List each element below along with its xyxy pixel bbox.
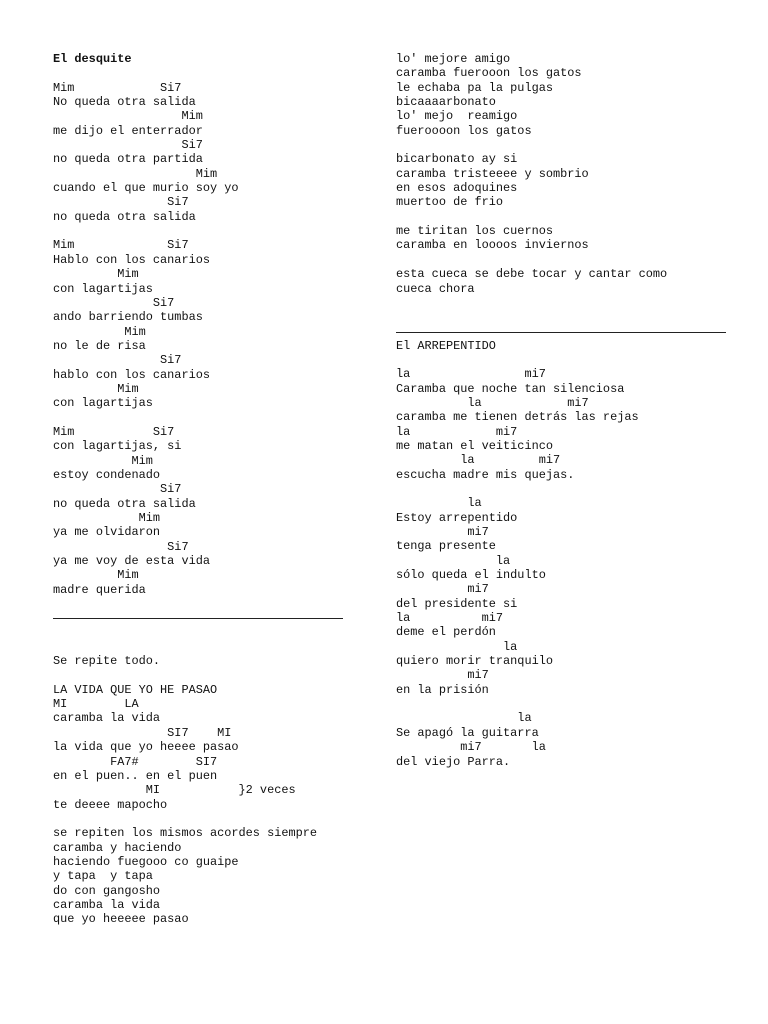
chord-line: la [396,496,482,511]
lyric-line: do con gangosho [53,883,161,898]
chord-line: Si7 [53,482,182,497]
chord-line: Mim [53,511,161,525]
blank-line [53,411,343,425]
chord-line: Mim Si7 [53,80,182,95]
section-divider [53,618,343,619]
lyric-line: LA VIDA QUE YO HE PASAO [53,682,218,697]
chord-line: la mi7 [396,611,504,626]
lyric-line: Caramba que noche tan silenciosa [396,381,625,396]
lyric-line: caramba fuerooon los gatos [396,66,582,81]
lyric-line: no queda otra salida [53,209,196,224]
blank-line [396,482,726,496]
lyric-line: deme el perdón [396,625,496,640]
chord-line: Si7 [53,138,203,153]
lyric-line: caramba en loooos inviernos [396,238,589,253]
lyric-line: no queda otra salida [53,496,196,511]
lyric-line: con lagartijas, si [53,439,182,454]
lyric-line: con lagartijas [53,281,153,296]
lyric-line: en esos adoquines [396,181,518,196]
lyric-line: con lagartijas [53,396,153,411]
lyric-line: caramba me tienen detrás las rejas [396,410,639,425]
blank-line [396,353,726,367]
chord-line: Mim [53,324,146,339]
lyric-line: haciendo fuegooo co guaipe [53,854,239,869]
chord-line: FA7# SI7 [53,754,218,769]
chord-line: mi7 la [396,740,546,755]
chord-line: Mim Si7 [53,424,175,439]
blank-line [53,668,343,682]
lyric-line: quiero morir tranquilo [396,654,553,669]
chord-line: la mi7 [396,395,589,410]
chord-line: la [396,639,518,654]
lyric-line: ando barriendo tumbas [53,310,203,325]
lyric-line: me tiritan los cuernos [396,224,553,239]
lyric-line: estoy condenado [53,467,161,482]
lyric-line: caramba la vida [53,711,161,726]
chord-line: Mim [53,381,139,396]
lyric-line: Hablo con los canarios [53,252,210,267]
lyric-line: ya me voy de esta vida [53,554,210,569]
blank-line [53,625,343,639]
lyric-line: te deeee mapocho [53,797,168,812]
chord-line: mi7 [396,525,489,539]
lyric-line: lo' mejo reamigo [396,109,518,124]
lyric-line: en el puen.. en el puen [53,768,218,783]
chord-line: la [396,711,532,726]
lyric-line: caramba y haciendo [53,840,182,855]
lyric-line: El ARREPENTIDO [396,338,496,353]
chord-line: Mim [53,166,218,181]
lyric-line: me matan el veiticinco [396,438,553,453]
lyric-line: caramba la vida [53,897,161,912]
lyric-line: escucha madre mis quejas. [396,467,575,482]
lyric-line: Estoy arrepentido [396,510,518,525]
chord-line: Mim [53,109,203,124]
lyric-line: cuando el que murio soy yo [53,181,239,196]
song-title: El desquite [53,52,132,66]
chord-line: MI }2 veces [53,783,296,798]
lyric-line: se repiten los mismos acordes siempre [53,826,318,841]
chord-line: la [396,553,511,568]
lyric-line: fueroooon los gatos [396,123,532,138]
chord-line: la mi7 [396,453,561,468]
lyric-line: bicarbonato ay si [396,152,518,167]
blank-line [396,296,726,310]
blank-line [53,597,343,611]
lyric-line: en la prisión [396,682,489,697]
lyric-line: sólo queda el indulto [396,568,546,583]
section-divider [396,332,726,333]
lyric-line: no le de risa [53,338,146,353]
lyric-line: caramba tristeeee y sombrio [396,166,589,181]
blank-line [396,697,726,711]
blank-line [396,310,726,324]
lyric-line: que yo heeeee pasao [53,912,189,927]
lyric-line: bicaaaarbonato [396,95,496,110]
chord-line: Mim Si7 [53,238,189,253]
chord-line: SI7 MI [53,725,232,740]
blank-line [396,253,726,267]
chord-line: la mi7 [396,424,518,439]
chord-line: mi7 [396,668,489,683]
lyric-line: no queda otra partida [53,152,203,167]
blank-line [53,812,343,826]
chord-line: Mim [53,568,139,583]
left-column [53,52,343,927]
lyric-line: cueca chora [396,281,475,296]
lyric-line: ya me olvidaron [53,525,161,540]
lyric-line: hablo con los canarios [53,367,210,382]
lyric-line: esta cueca se debe tocar y cantar como [396,267,668,282]
chord-line: Si7 [53,195,189,210]
chord-line: MI LA [53,697,139,712]
blank-line [53,224,343,238]
lyric-line: Se repite todo. [53,654,161,669]
lyric-line: madre querida [53,582,146,597]
lyric-line: tenga presente [396,539,496,554]
lyric-line: muertoo de frio [396,195,504,210]
lyric-line: Se apagó la guitarra [396,725,539,740]
lyric-line: lo' mejore amigo [396,52,511,66]
chord-line: Mim [53,453,153,468]
lyric-line: del presidente si [396,596,518,611]
blank-line [53,66,343,80]
chord-line: Si7 [53,539,189,554]
chord-line: Si7 [53,295,175,310]
lyric-line: la vida que yo heeee pasao [53,740,239,755]
lyric-line: me dijo el enterrador [53,123,203,138]
lyric-line: del viejo Parra. [396,754,511,769]
chord-line: Si7 [53,353,182,368]
chord-line: Mim [53,267,139,282]
lyric-line: le echaba pa la pulgas [396,80,553,95]
lyric-line: No queda otra salida [53,95,196,110]
blank-line [53,640,343,654]
chord-line: la mi7 [396,367,546,382]
blank-line [396,138,726,152]
blank-line [396,210,726,224]
right-column [396,52,726,769]
chord-line: mi7 [396,582,489,597]
lyric-line: y tapa y tapa [53,869,153,884]
